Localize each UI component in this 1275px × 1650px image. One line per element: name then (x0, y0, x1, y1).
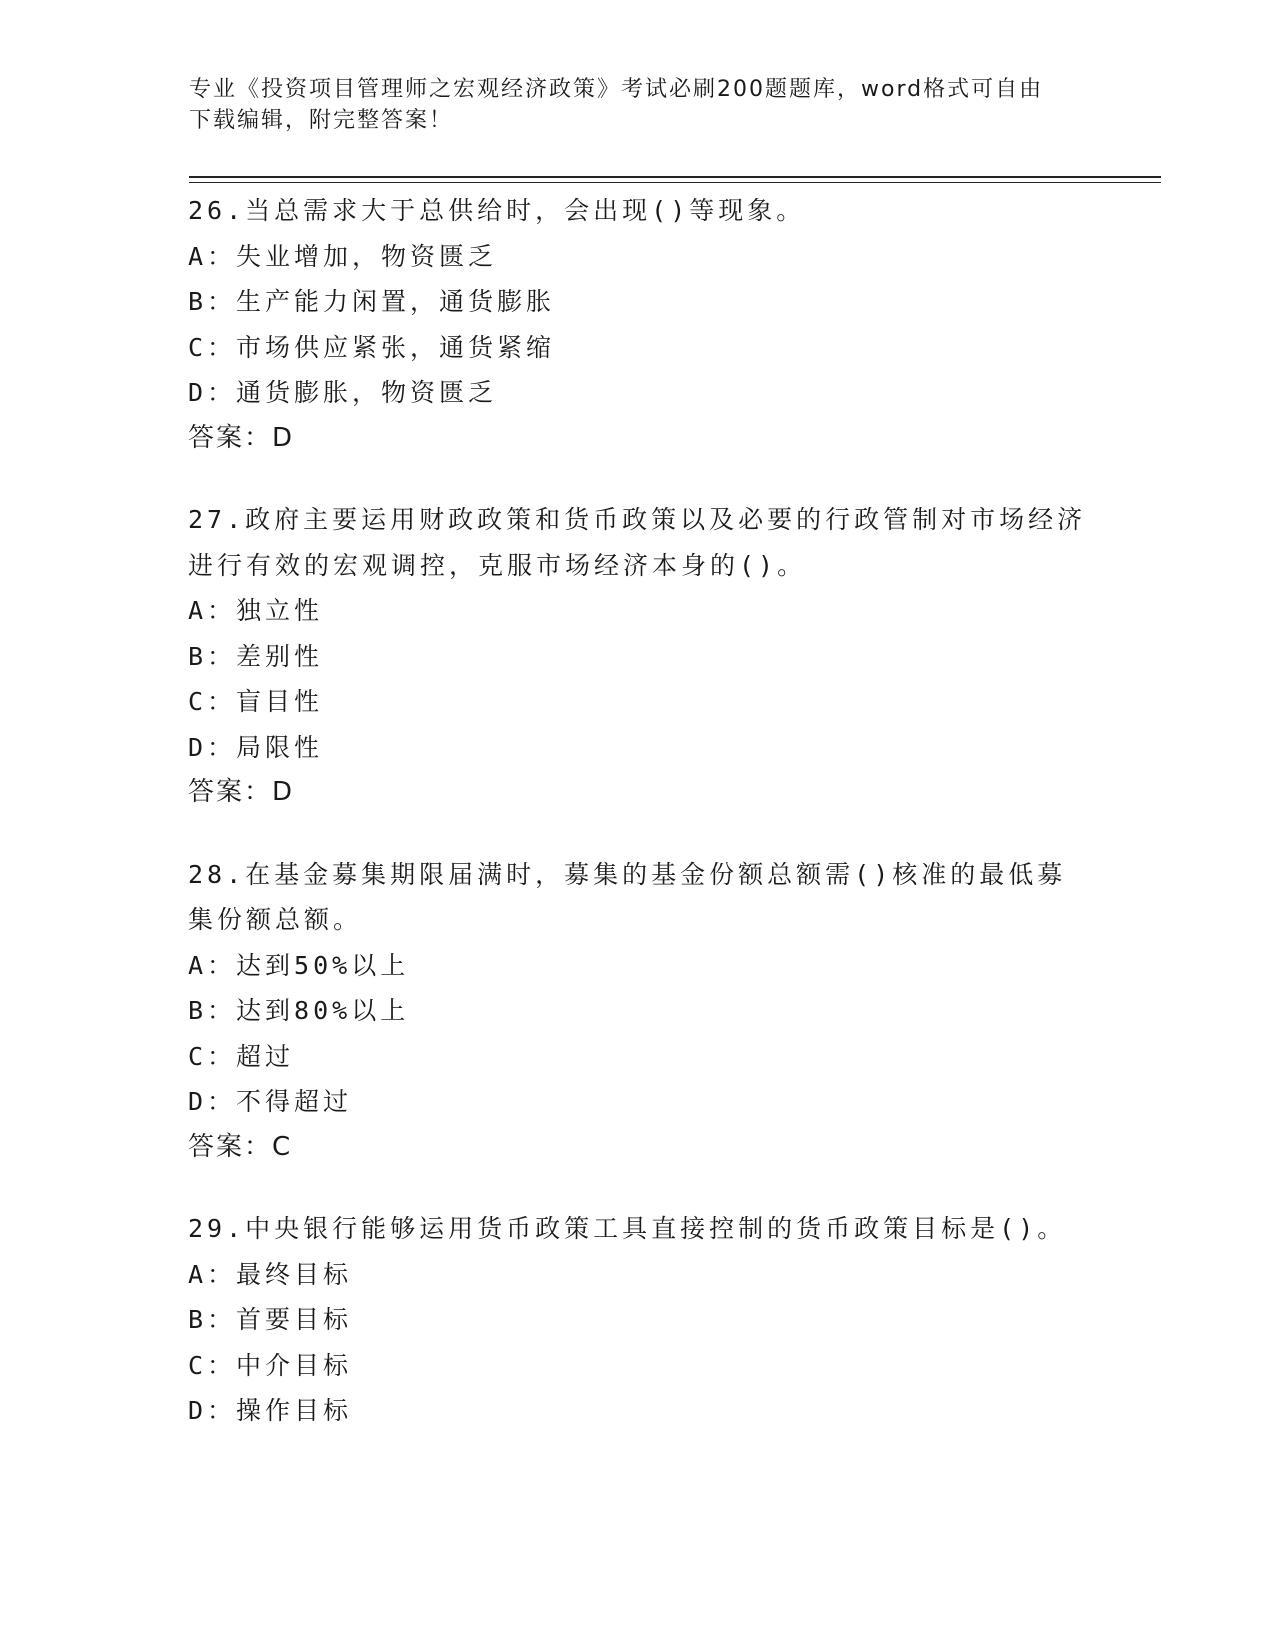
question-stem: 26.当总需求大于总供给时，会出现()等现象。 (188, 196, 806, 225)
option-b: B：生产能力闲置，通货膨胀 (188, 287, 556, 316)
option-c: C：中介目标 (188, 1350, 353, 1380)
option-a: A：达到50%以上 (188, 950, 410, 980)
question-28 (188, 852, 1088, 1171)
option-c: C：市场供应紧张，通货紧缩 (188, 332, 556, 362)
question-stem: 28.在基金募集期限届满时，募集的基金份额总额需()核准的最低募集份额总额。 (188, 859, 1067, 934)
option-d: D：局限性 (188, 732, 324, 762)
option-b: B：首要目标 (188, 1305, 353, 1334)
header-divider-thick (189, 176, 1161, 178)
question-stem: 29.中央银行能够运用货币政策工具直接控制的货币政策目标是()。 (188, 1214, 1067, 1243)
option-d: D：通货膨胀，物资匮乏 (188, 378, 498, 407)
header-line-2: 下载编辑，附完整答案！ (189, 108, 454, 133)
answer-label: 答案：C (188, 1131, 293, 1162)
option-b: B：差别性 (188, 641, 324, 671)
option-b: B：达到80%以上 (188, 996, 410, 1025)
document-header (189, 74, 1069, 136)
question-29 (188, 1206, 1088, 1434)
option-a: A：失业增加，物资匮乏 (188, 241, 498, 271)
option-a: A：独立性 (188, 596, 324, 625)
header-divider-thin (189, 182, 1161, 183)
question-stem: 27.政府主要运用财政政策和货币政策以及必要的行政管制对市场经济进行有效的宏观调控，克服市场经济本身的()。 (188, 505, 1087, 580)
option-c: C：超过 (188, 1041, 295, 1071)
header-line-1: 专业《投资项目管理师之宏观经济政策》考试必刷200题题库，word格式可自由 (189, 77, 1044, 102)
option-d: D：不得超过 (188, 1087, 353, 1116)
option-c: C：盲目性 (188, 687, 324, 716)
question-list (188, 188, 1088, 1470)
answer-label: 答案：D (188, 777, 295, 807)
question-27 (188, 497, 1088, 816)
option-a: A：最终目标 (188, 1259, 353, 1289)
answer-label: 答案：D (188, 422, 295, 453)
option-d: D：操作目标 (188, 1396, 353, 1425)
question-26 (188, 188, 1088, 461)
